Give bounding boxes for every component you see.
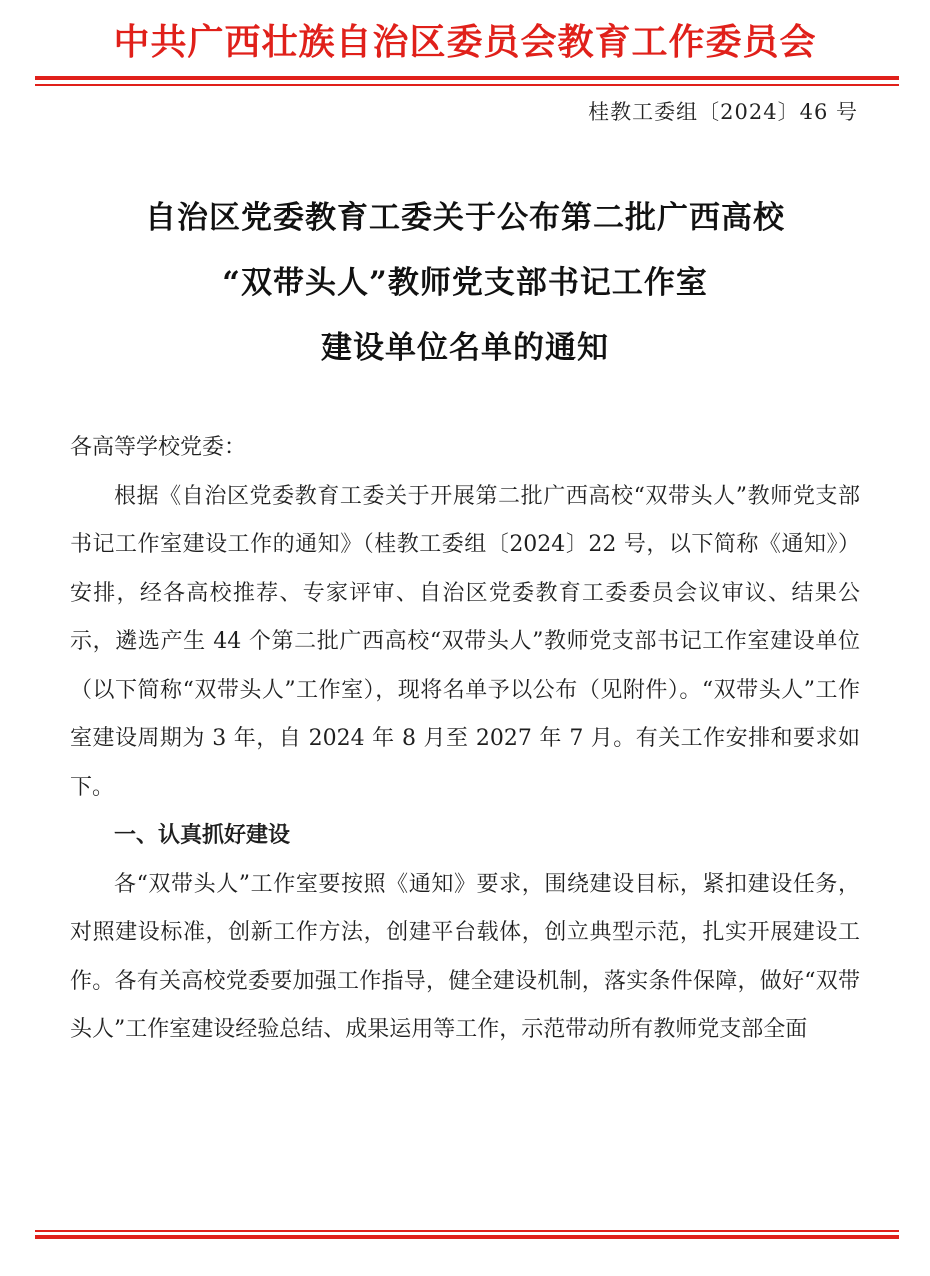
salutation: 各高等学校党委： xyxy=(70,435,247,460)
section-heading-1: 一、认真抓好建设 xyxy=(114,823,291,848)
footer-rule-thin xyxy=(35,1230,899,1232)
title-line-1: 自治区党委教育工委关于公布第二批广西高校 xyxy=(145,200,785,236)
document-number: 桂教工委组〔2024〕46 号 xyxy=(588,100,858,124)
document-title xyxy=(0,186,930,381)
masthead-rule-thin xyxy=(35,84,899,86)
body-paragraph-2: 各“双带头人”工作室要按照《通知》要求，围绕建设目标，紧扣建设任务，对照建设标准，创新工作方法，创建平台载体，创立典型示范，扎实开展建设工作。各有关高校党委要加强工作指导，健全建设机制，落实条件保障，做好“双带头人”工作室建设经验总结、成果运用等工作，示范带动所有教师党支部全面 xyxy=(70,871,860,1042)
masthead-org-name: 中共广西壮族自治区委员会教育工作委员会 xyxy=(113,21,817,63)
masthead-rule-thick xyxy=(35,76,899,80)
title-line-2: “双带头人”教师党支部书记工作室 xyxy=(222,265,708,301)
title-line-3: 建设单位名单的通知 xyxy=(321,330,609,366)
body-paragraph-1: 根据《自治区党委教育工委关于开展第二批广西高校“双带头人”教师党支部书记工作室建设工作的通知》（桂教工委组〔2024〕22 号，以下简称《通知》）安排，经各高校推荐、专家评审、自治区党委教育工委委员会议审议、结果公示，遴选产生 44 个第二批广西高校“双带头人”教师党支部书记工作室建设单位（以下简称“双带头人”工作室），现将名单予以公布（见附件）。“双带头人”工作室建设周期为 3 年，自 2024 年 8 月至 2027 年 7 月。有关工作安排和要求如下。 xyxy=(70,483,860,800)
footer-rule-thick xyxy=(35,1235,899,1239)
document-body xyxy=(70,424,860,1055)
